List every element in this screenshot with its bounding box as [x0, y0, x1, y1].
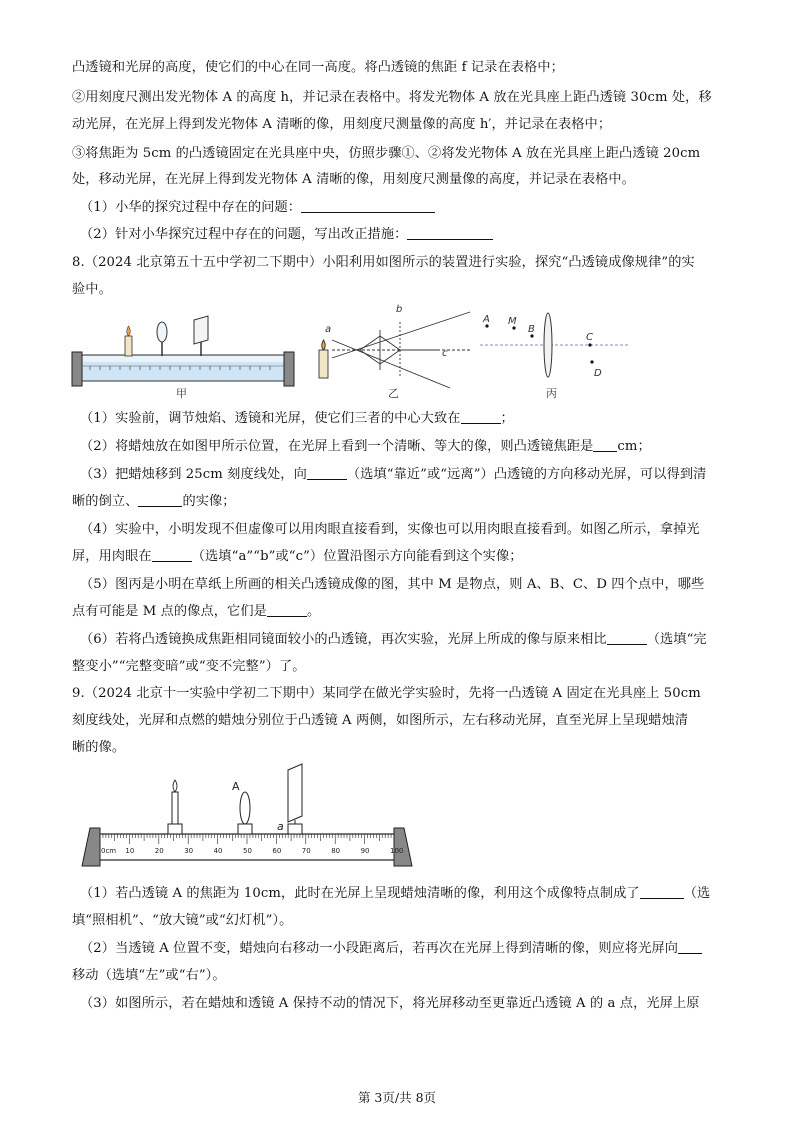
label-A: A [483, 314, 490, 325]
figure-label-jia: 甲 [176, 387, 187, 400]
text-line: ③将焦距为 5cm 的凸透镜固定在光具座中央，仿照步骤①、②将发光物体 A 放在光具座上距凸透镜 20cm [72, 146, 701, 161]
question-line: 填“照相机”、“放大镜”或“幻灯机”）。 [72, 913, 293, 928]
label-D: D [594, 368, 602, 379]
question-text: （3）把蜡烛移到 25cm 刻度线处，向 [80, 467, 307, 482]
ruler-tick-label: 10 [125, 847, 135, 855]
answer-blank[interactable] [678, 939, 702, 954]
answer-blank[interactable] [267, 602, 307, 617]
question-text: （选填“完 [646, 632, 707, 647]
ruler-tick-label: 80 [331, 847, 341, 855]
figure-9 [74, 760, 414, 870]
question-line [80, 939, 740, 959]
question-line [80, 630, 740, 650]
question-text: （选填“靠近”或“远离”）凸透镜的方向移动光屏，可以得到清 [346, 467, 707, 482]
text-line: 验中。 [72, 282, 112, 297]
problem-9-title: 9.（2024 北京十一实验中学初二下期中）某同学在做光学实验时，先将一凸透镜 A 固定在光具座上 50cm [72, 686, 701, 701]
answer-blank[interactable] [152, 547, 192, 562]
figure-yi [319, 304, 470, 400]
question-text: （选填“a”“b”或“c”）位置沿图示方向能看到这个实像； [191, 549, 523, 564]
answer-blank[interactable] [407, 225, 493, 240]
point-label-a: a [277, 820, 284, 833]
text-line: 动光屏，在光屏上得到发光物体 A 清晰的像，用刻度尺测量像的高度 h′，并记录在表格中； [72, 117, 612, 132]
page-footer: 第 3页/共 8页 [357, 1090, 437, 1105]
text-line: 凸透镜和光屏的高度，使它们的中心在同一高度。将凸透镜的焦距 f 记录在表格中； [72, 60, 564, 75]
ruler-tick-label: 50 [243, 847, 252, 855]
ruler-tick-label: 90 [360, 847, 370, 855]
answer-blank[interactable] [593, 437, 617, 452]
answer-blank[interactable] [461, 409, 501, 424]
answer-blank[interactable] [607, 630, 647, 645]
figure-label-bing: 丙 [546, 387, 557, 400]
question-text: （2）当透镜 A 位置不变，蜡烛向右移动一小段距离后，若再次在光屏上得到清晰的像，则应将光屏向 [80, 941, 679, 956]
ruler-tick-label: 0cm [101, 847, 117, 855]
figure-label-yi: 乙 [388, 387, 399, 400]
ruler-tick-label: 60 [272, 847, 282, 855]
question-text: 。 [306, 604, 321, 619]
question-text: ； [500, 411, 514, 426]
question-text: （1）小华的探究过程中存在的问题： [80, 200, 302, 215]
text-line: 刻度线处，光屏和点燃的蜡烛分别位于凸透镜 A 两侧，如图所示，左右移动光屏，直至光屏上呈现蜡烛清 [72, 713, 689, 728]
question-text: （1）若凸透镜 A 的焦距为 10cm，此时在光屏上呈现蜡烛清晰的像，利用这个成像特点制成了 [80, 886, 640, 901]
label-c: c [442, 348, 448, 359]
label-C: C [586, 332, 593, 343]
figure-8 [70, 300, 650, 400]
question-text: 的实像； [182, 494, 236, 509]
question-line: 整变小”“完整变暗”或“变不完整”）了。 [72, 659, 306, 674]
question-text: （2）将蜡烛放在如图甲所示位置，在光屏上看到一个清晰、等大的像，则凸透镜焦距是 [80, 439, 594, 454]
label-b: b [396, 304, 403, 315]
answer-blank[interactable] [640, 884, 684, 899]
question-line [72, 492, 732, 512]
answer-blank[interactable] [301, 198, 435, 213]
text-line: 处，移动光屏，在光屏上得到发光物体 A 清晰的像，用刻度尺测量像的高度，并记录在表格中。 [72, 172, 635, 187]
question-line [80, 409, 740, 429]
answer-blank[interactable] [138, 492, 182, 507]
problem-8-title: 8.（2024 北京第五十五中学初二下期中）小阳利用如图所示的装置进行实验，探究“凸透镜成像规律”的实 [72, 255, 695, 270]
text-line: ②用刻度尺测出发光物体 A 的高度 h，并记录在表格中。将发光物体 A 放在光具座上距凸透镜 30cm 处，移 [72, 90, 712, 105]
ruler-tick-label: 20 [154, 847, 164, 855]
label-B: B [528, 324, 535, 335]
text-line: 晰的像。 [72, 740, 126, 755]
question-line [72, 602, 732, 622]
question-text: 屏，用肉眼在 [72, 549, 152, 564]
question-text: （2）针对小华探究过程中存在的问题，写出改正措施： [80, 227, 408, 242]
question-line: （5）图丙是小明在草纸上所画的相关凸透镜成像的图，其中 M 是物点，则 A、B、C、D 四个点中，哪些 [80, 577, 705, 592]
ruler-tick-label: 100 [390, 847, 404, 855]
question-text: （选 [683, 886, 711, 901]
question-line: （3）如图所示，若在蜡烛和透镜 A 保持不动的情况下，将光屏移动至更靠近凸透镜 A 的 a 点，光屏上原 [80, 996, 700, 1011]
answer-blank[interactable] [307, 465, 347, 480]
question-line [80, 437, 740, 457]
ruler-tick-label: 30 [184, 847, 194, 855]
lens-label-A: A [232, 780, 240, 793]
question-line [80, 884, 740, 904]
label-a: a [325, 324, 332, 335]
question-line [80, 465, 740, 485]
figure-jia [72, 316, 294, 400]
ruler-tick-label: 70 [301, 847, 311, 855]
question-text: （1）实验前，调节烛焰、透镜和光屏，使它们三者的中心大致在 [80, 411, 461, 426]
question-line: 移动（选填“左”或“右”）。 [72, 968, 226, 983]
question-text: 晰的倒立、 [72, 494, 139, 509]
question-line: （4）实验中，小明发现不但虚像可以用肉眼直接看到，实像也可以用肉眼直接看到。如图乙所示，拿掉光 [80, 522, 700, 537]
question-text: 点有可能是 M 点的像点，它们是 [72, 604, 267, 619]
ruler-tick-label: 40 [213, 847, 223, 855]
question-text: cm； [617, 439, 651, 454]
question-text: （6）若将凸透镜换成焦距相同镜面较小的凸透镜，再次实验，光屏上所成的像与原来相比 [80, 632, 607, 647]
question-line [72, 547, 732, 567]
question-line [80, 198, 740, 218]
figure-bing [480, 313, 630, 400]
label-M: M [508, 316, 517, 327]
question-line [80, 225, 740, 245]
